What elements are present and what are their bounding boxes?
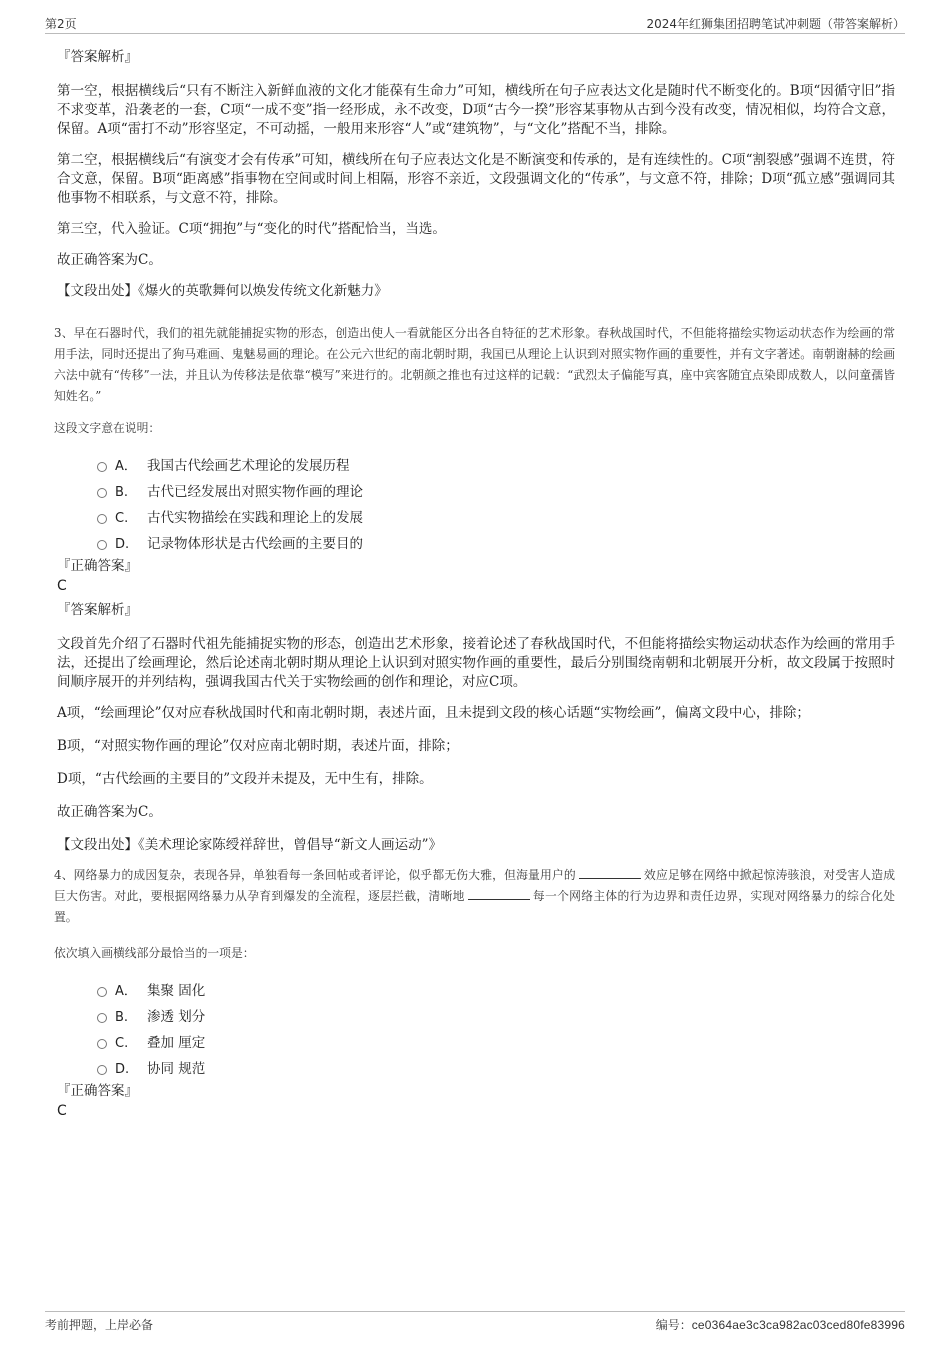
blank-line [468, 887, 530, 900]
option-key: B. [115, 1010, 129, 1025]
q4-option-c[interactable] [97, 1030, 895, 1056]
option-text: 集聚 固化 [147, 983, 206, 999]
option-text: 记录物体形状是古代绘画的主要目的 [147, 536, 363, 552]
page-number: 第2页 [45, 17, 77, 31]
page-footer [45, 1311, 905, 1334]
q3-analysis-paragraph-3: B项，“对照实物作画的理论”仅对应南北朝时期，表述片面，排除； [57, 738, 459, 754]
option-key: A． [115, 984, 137, 999]
q3-option-c[interactable] [97, 505, 895, 531]
q4-correct-answer: C [57, 1103, 67, 1119]
q3-analysis-paragraph-1: 文段首先介绍了石器时代祖先能捕捉实物的形态，创造出艺术形象，接着论述了春秋战国时代，不但能将描绘实物运动状态作为绘画的常用手法，还提出了绘画理论，然后论述南北朝时期从理论上认识到对照实物作画的重要性，最后分别围绕南朝和北朝展开分析，故文段属于按照时间顺序展开的并列结构，强调我国古代关于实物绘画的创作和理论，对应C项。 [57, 636, 895, 690]
radio-icon[interactable] [97, 1065, 107, 1075]
q4-stem-part2: 效应足够在网络中掀起惊涛骇浪，对受害人造成巨大伤害。对此，要根据网络暴力从孕育到爆发的全流程，逐层拦截，清晰地 [54, 868, 895, 903]
q3-source [57, 836, 895, 855]
option-key: B. [115, 485, 129, 500]
document-code [656, 1316, 905, 1333]
option-key: C. [115, 1036, 129, 1051]
q3-analysis-conclusion: 故正确答案为C。 [57, 804, 162, 820]
option-text: 渗透 划分 [147, 1009, 206, 1025]
option-key: A． [115, 459, 137, 474]
q3-question: 这段文字意在说明： [54, 421, 161, 435]
q4-stem-part1: 4、网络暴力的成因复杂，表现各异，单独看每一条回帖或者评论，似乎都无伤大雅，但海量用户的 [54, 868, 576, 882]
q4-question: 依次填入画横线部分最恰当的一项是： [54, 946, 255, 960]
option-key: D. [115, 537, 130, 552]
radio-icon[interactable] [97, 514, 107, 524]
page-header [45, 13, 905, 34]
q2-analysis-paragraph-1: 第一空，根据横线后“只有不断注入新鲜血液的文化才能葆有生命力”可知，横线所在句子应表达文化是随时代不断变化的。B项“因循守旧”指不求变革，沿袭老的一套，C项“一成不变”指一经形成，永不改变，D项“古今一揆”形容某事物从古到今没有改变，情况相似，均符合文意，保留。A项“雷打不动”形容坚定，不可动摇，一般用来形容“人”或“建筑物”，与“文化”搭配不当，排除。 [57, 83, 895, 137]
q4-correct-label: 『正确答案』 [57, 1083, 138, 1099]
q3-option-d[interactable] [97, 531, 895, 557]
radio-icon[interactable] [97, 987, 107, 997]
q2-analysis-label: 『答案解析』 [57, 49, 138, 65]
q2-analysis-paragraph-2: 第二空，根据横线后“有演变才会有传承”可知，横线所在句子应表达文化是不断演变和传承的，是有连续性的。C项“割裂感”强调不连贯，符合文意，保留。B项“距离感”指事物在空间或时间上相隔，形容不亲近，文段强调文化的“传承”，与文意不符，排除；D项“孤立感”强调同其他事物不相联系，与文意不符，排除。 [57, 152, 895, 206]
q3-stem: 3、早在石器时代，我们的祖先就能捕捉实物的形态，创造出使人一看就能区分出各自特征的艺术形象。春秋战国时代，不但能将描绘实物运动状态作为绘画的常用手法，同时还提出了狗马难画、鬼魅易画的理论。在公元六世纪的南北朝时期，我国已从理论上认识到对照实物作画的重要性，并有文字著述。南朝谢赫的绘画六法中就有“传移”一法，并且认为传移法是依靠“模写”来进行的。北朝颜之推也有过这样的记载：“武烈太子偏能写真，座中宾客随宜点染即成数人，以问童孺皆知姓名。” [54, 326, 895, 403]
option-text: 古代实物描绘在实践和理论上的发展 [147, 510, 363, 526]
q2-analysis-conclusion: 故正确答案为C。 [57, 252, 162, 268]
document-title: 2024年红狮集团招聘笔试冲刺题（带答案解析） [646, 17, 905, 31]
q4-option-b[interactable] [97, 1004, 895, 1030]
q2-source-prefix: 【文段出处】 [57, 283, 138, 299]
q4-option-d[interactable] [97, 1056, 895, 1082]
q4-option-a[interactable] [97, 978, 895, 1004]
q3-analysis-paragraph-4: D项，“古代绘画的主要目的”文段并未提及，无中生有，排除。 [57, 771, 433, 787]
page-content [54, 42, 895, 1120]
q4-stem-part3: 每一个网络主体的行为边界和责任边界，实现对网络暴力的综合化处置。 [54, 889, 895, 924]
radio-icon[interactable] [97, 1013, 107, 1023]
q2-source-title: 《爆火的英歌舞何以焕发传统文化新魅力》 [138, 283, 388, 299]
q2-analysis-paragraph-3: 第三空，代入验证。C项“拥抱”与“变化的时代”搭配恰当，当选。 [57, 221, 446, 237]
q3-analysis-label: 『答案解析』 [57, 602, 138, 618]
q3-option-b[interactable] [97, 479, 895, 505]
radio-icon[interactable] [97, 488, 107, 498]
q3-correct-answer: C [57, 578, 67, 594]
q3-source-title: 《美术理论家陈绶祥辞世，曾倡导“新文人画运动”》 [138, 837, 443, 853]
blank-line [579, 866, 641, 879]
q3-correct-label: 『正确答案』 [57, 558, 138, 574]
option-text: 叠加 厘定 [147, 1035, 206, 1051]
q4-options [97, 978, 895, 1082]
code-label: 编号： [655, 1318, 692, 1332]
option-text: 协同 规范 [147, 1061, 206, 1077]
code-value: ce0364ae3c3ca982ac03ced80fe83996 [691, 1318, 905, 1332]
option-key: D. [115, 1062, 130, 1077]
q3-analysis-paragraph-2: A项，“绘画理论”仅对应春秋战国时代和南北朝时期，表述片面，且未提到文段的核心话题“实物绘画”，偏离文段中心，排除； [57, 705, 810, 721]
q4-stem [54, 865, 895, 928]
q3-source-prefix: 【文段出处】 [57, 837, 138, 853]
option-text: 古代已经发展出对照实物作画的理论 [147, 484, 363, 500]
option-text: 我国古代绘画艺术理论的发展历程 [147, 458, 350, 474]
radio-icon[interactable] [97, 540, 107, 550]
footer-slogan: 考前押题，上岸必备 [45, 1318, 154, 1332]
option-key: C. [115, 511, 129, 526]
q3-option-a[interactable] [97, 453, 895, 479]
radio-icon[interactable] [97, 1039, 107, 1049]
q3-options [97, 453, 895, 557]
q2-source [57, 282, 895, 301]
radio-icon[interactable] [97, 462, 107, 472]
